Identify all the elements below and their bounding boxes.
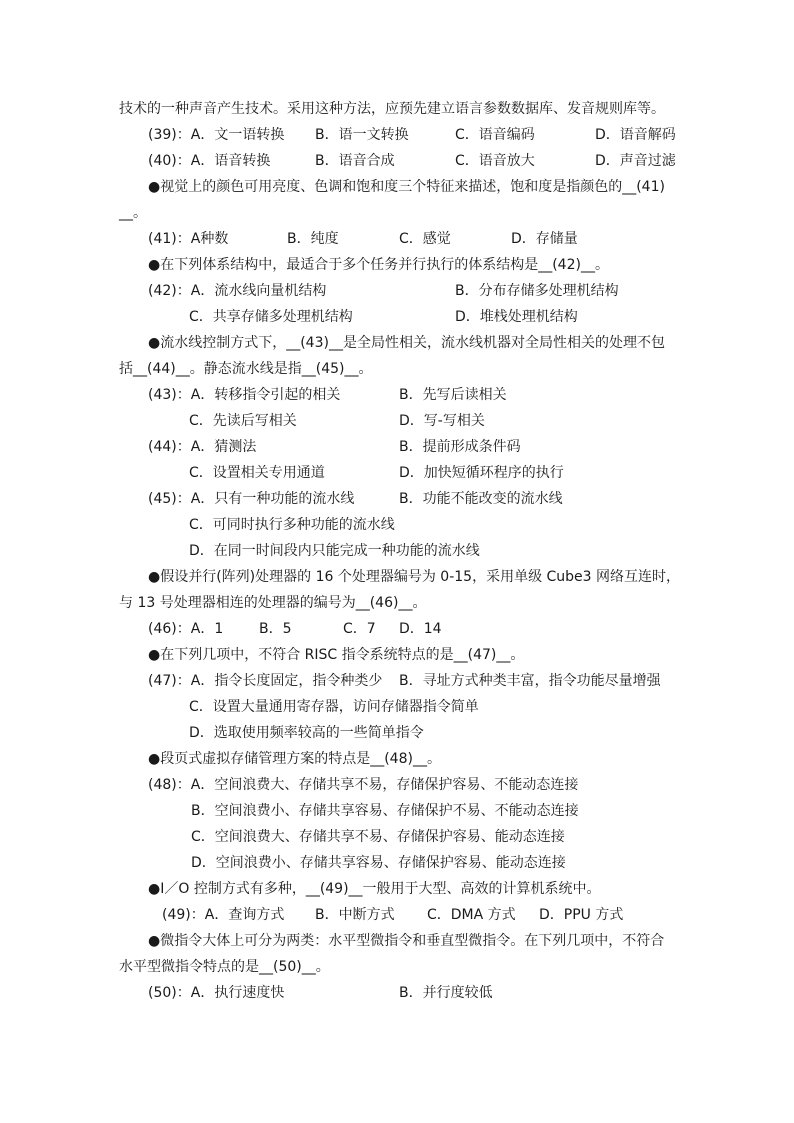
option-39-a: (39)：A．文一语转换	[148, 127, 285, 143]
option-43-d: D．写-写相关	[399, 413, 485, 429]
option-47-a: (47)：A．指令长度固定，指令种类少	[148, 673, 383, 689]
question-41-stem-cont: __。	[119, 205, 147, 221]
option-45-c: C．可同时执行多种功能的流水线	[189, 517, 395, 533]
question-43-stem: ●流水线控制方式下，__(43)__是全局性相关，流水线机器对全局性相关的处理不包	[148, 335, 665, 351]
option-44-b: B．提前形成条件码	[399, 439, 521, 455]
question-41-stem: ●视觉上的颜色可用亮度、色调和饱和度三个特征来描述，饱和度是指颜色的__(41)	[148, 179, 665, 195]
option-43-c: C．先读后写相关	[189, 413, 297, 429]
option-42-a: (42)：A．流水线向量机结构	[148, 283, 327, 299]
option-47-b: B．寻址方式种类丰富，指令功能尽量增强	[399, 673, 661, 689]
option-49-b: B．中断方式	[315, 907, 395, 923]
option-39-d: D．语音解码	[595, 127, 676, 143]
option-49-a: (49)：A．查询方式	[162, 907, 285, 923]
option-49-c: C．DMA 方式	[427, 907, 516, 923]
option-44-c: C．设置相关专用通道	[189, 465, 325, 481]
option-41-c: C．感觉	[399, 231, 451, 247]
option-40-d: D．声音过滤	[595, 153, 676, 169]
option-42-b: B．分布存储多处理机结构	[455, 283, 619, 299]
option-44-d: D．加快短循环程序的执行	[399, 465, 564, 481]
option-49-d: D．PPU 方式	[539, 907, 624, 923]
option-47-c: C．设置大量通用寄存器，访问存储器指令简单	[189, 699, 479, 715]
question-47-stem: ●在下列几项中，不符合 RISC 指令系统特点的是__(47)__。	[148, 647, 525, 663]
option-42-d: D．堆栈处理机结构	[455, 309, 578, 325]
question-50-stem-cont: 水平型微指令特点的是__(50)__。	[119, 959, 330, 975]
option-48-a: (48)：A．空间浪费大、存储共享不易，存储保护容易、不能动态连接	[148, 777, 579, 793]
option-45-b: B．功能不能改变的流水线	[399, 491, 563, 507]
option-41-b: B．纯度	[287, 231, 339, 247]
question-43-stem-cont: 括__(44)__。静态流水线是指__(45)__。	[119, 361, 373, 377]
option-40-c: C．语音放大	[455, 153, 535, 169]
option-39-c: C．语音编码	[455, 127, 535, 143]
option-44-a: (44)：A．猜测法	[148, 439, 257, 455]
option-48-d: D．空间浪费小、存储共享容易、存储保护容易、能动态连接	[191, 855, 566, 871]
question-48-stem: ●段页式虚拟存储管理方案的特点是__(48)__。	[148, 751, 441, 767]
option-39-b: B．语一文转换	[315, 127, 409, 143]
option-46-b: B．5	[259, 621, 292, 637]
question-46-stem-cont: 与 13 号处理器相连的处理器的编号为__(46)__。	[119, 595, 427, 611]
option-43-b: B．先写后读相关	[399, 387, 507, 403]
option-50-a: (50)：A．执行速度快	[148, 985, 285, 1001]
option-41-d: D．存储量	[511, 231, 578, 247]
option-48-b: B．空间浪费小、存储共享容易、存储保护不易、不能动态连接	[191, 803, 579, 819]
option-46-a: (46)：A．1	[148, 621, 224, 637]
question-50-stem: ●微指令大体上可分为两类：水平型微指令和垂直型微指令。在下列几项中，不符合	[148, 933, 665, 949]
question-46-stem: ●假设并行(阵列)处理器的 16 个处理器编号为 0-15，采用单级 Cube3 网络互连时，	[148, 569, 681, 585]
option-40-a: (40)：A．语音转换	[148, 153, 271, 169]
text-line: 技术的一种声音产生技术。采用这种方法，应预先建立语言参数数据库、发音规则库等。	[119, 101, 665, 117]
option-42-c: C．共享存储多处理机结构	[189, 309, 353, 325]
option-45-d: D．在同一时间段内只能完成一种功能的流水线	[189, 543, 480, 559]
option-40-b: B．语音合成	[315, 153, 395, 169]
option-46-c: C．7	[343, 621, 376, 637]
option-43-a: (43)：A．转移指令引起的相关	[148, 387, 341, 403]
option-45-a: (45)：A．只有一种功能的流水线	[148, 491, 355, 507]
question-42-stem: ●在下列体系结构中，最适合于多个任务并行执行的体系结构是__(42)__。	[148, 257, 609, 273]
option-41-a: (41)：A种数	[148, 231, 229, 247]
option-48-c: C．空间浪费大、存储共享不易、存储保护容易、能动态连接	[191, 829, 565, 845]
option-46-d: D．14	[399, 621, 442, 637]
option-47-d: D．选取使用频率较高的一些简单指令	[189, 725, 424, 741]
question-49-stem: ●I／O 控制方式有多种，__(49)__一般用于大型、高效的计算机系统中。	[148, 881, 601, 897]
option-50-b: B．并行度较低	[399, 985, 493, 1001]
